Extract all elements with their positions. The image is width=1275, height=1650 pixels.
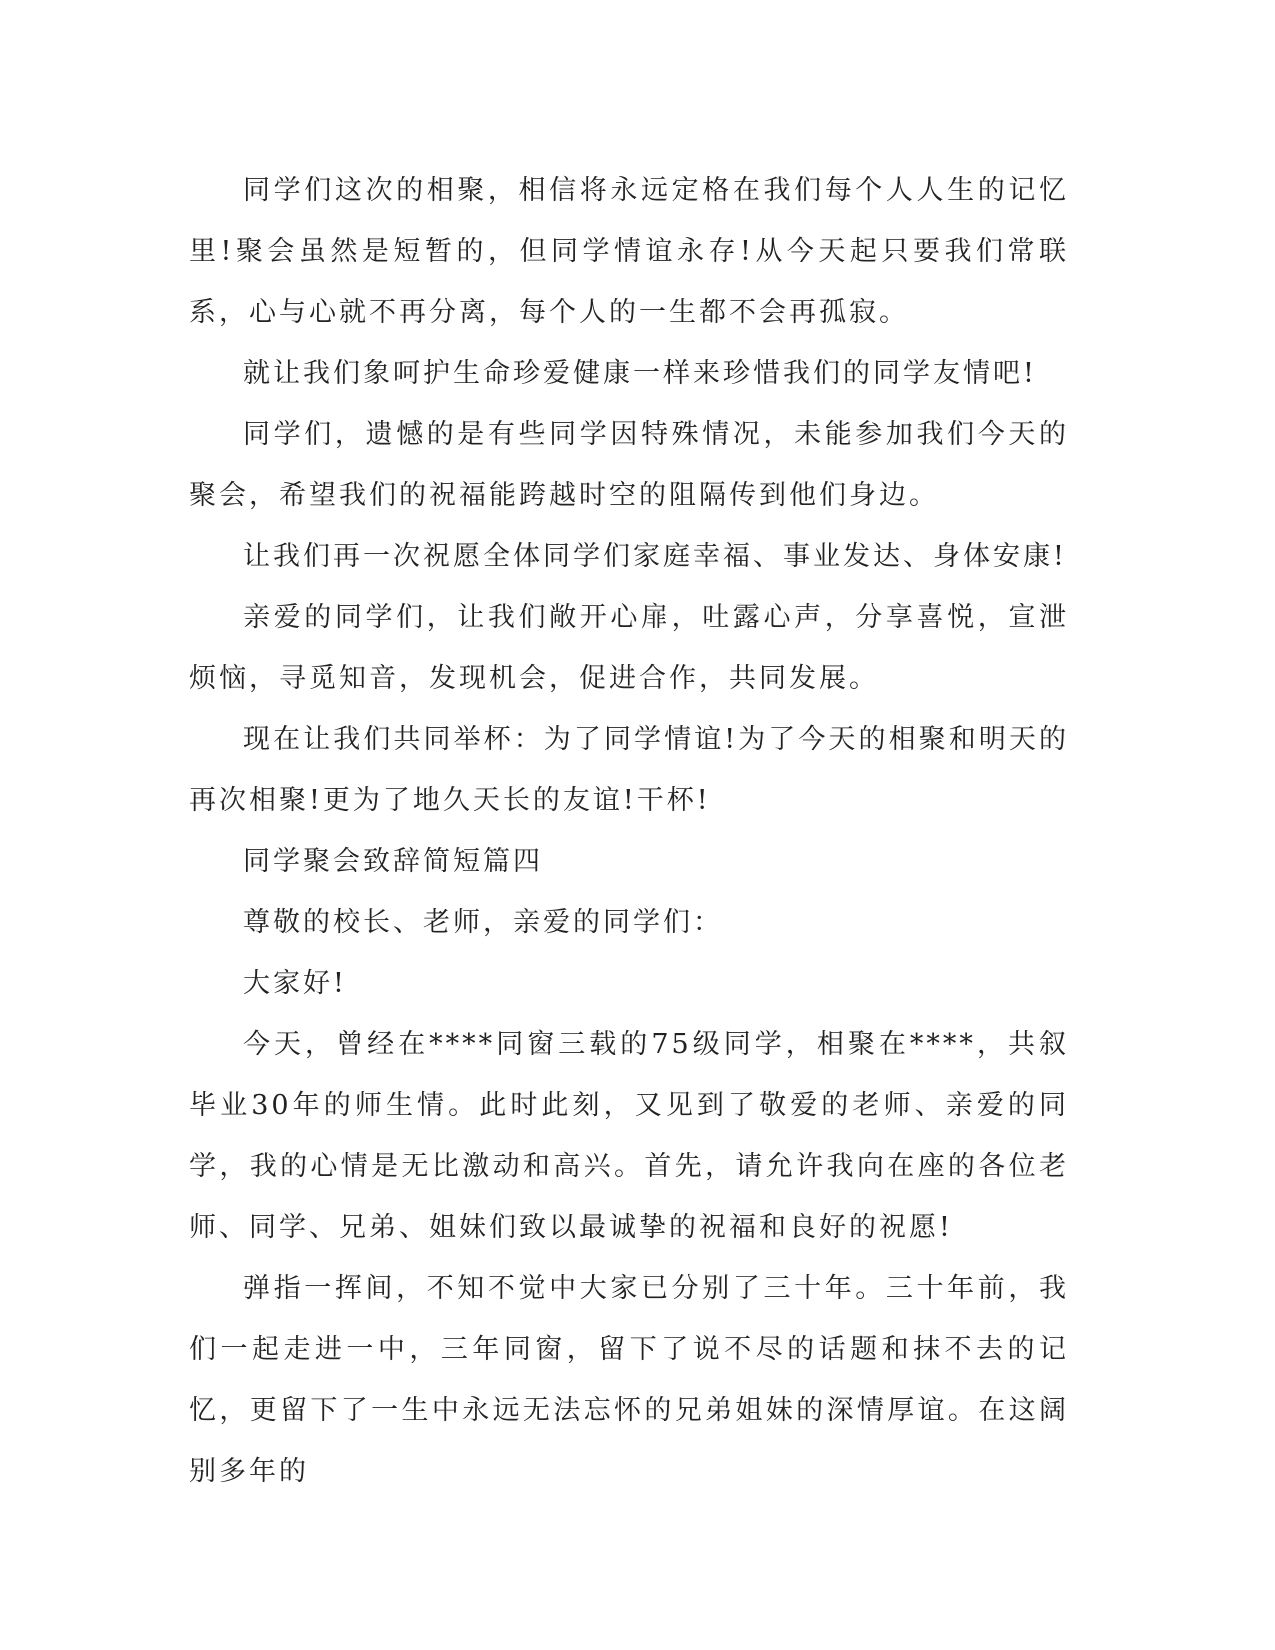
paragraph: 今天，曾经在****同窗三载的75级同学，相聚在****，共叙毕业30年的师生情。此时此刻，又见到了敬爱的老师、亲爱的同学，我的心情是无比激动和高兴。首先，请允许我向在座的各位老师、同学、兄弟、姐妹们致以最诚挚的祝福和良好的祝愿! [189, 1029, 1069, 1243]
paragraph: 弹指一挥间，不知不觉中大家已分别了三十年。三十年前，我们一起走进一中，三年同窗，留下了说不尽的话题和抹不去的记忆，更留下了一生中永远无法忘怀的兄弟姐妹的深情厚谊。在这阔别多年的 [189, 1273, 1069, 1487]
section-heading: 同学聚会致辞简短篇四 [243, 846, 543, 877]
salutation: 尊敬的校长、老师，亲爱的同学们： [243, 907, 723, 938]
paragraph: 让我们再一次祝愿全体同学们家庭幸福、事业发达、身体安康! [243, 541, 1067, 572]
document-body [189, 160, 1069, 1502]
greeting: 大家好! [243, 968, 347, 999]
paragraph: 同学们，遗憾的是有些同学因特殊情况，未能参加我们今天的聚会，希望我们的祝福能跨越时空的阻隔传到他们身边。 [189, 419, 1069, 511]
paragraph: 亲爱的同学们，让我们敞开心扉，吐露心声，分享喜悦，宣泄烦恼，寻觅知音，发现机会，促进合作，共同发展。 [189, 602, 1069, 694]
paragraph: 就让我们象呵护生命珍爱健康一样来珍惜我们的同学友情吧! [243, 358, 1037, 389]
paragraph: 同学们这次的相聚，相信将永远定格在我们每个人人生的记忆里!聚会虽然是短暂的，但同学情谊永存!从今天起只要我们常联系，心与心就不再分离，每个人的一生都不会再孤寂。 [189, 175, 1069, 328]
paragraph: 现在让我们共同举杯：为了同学情谊!为了今天的相聚和明天的再次相聚!更为了地久天长的友谊!干杯! [189, 724, 1069, 816]
